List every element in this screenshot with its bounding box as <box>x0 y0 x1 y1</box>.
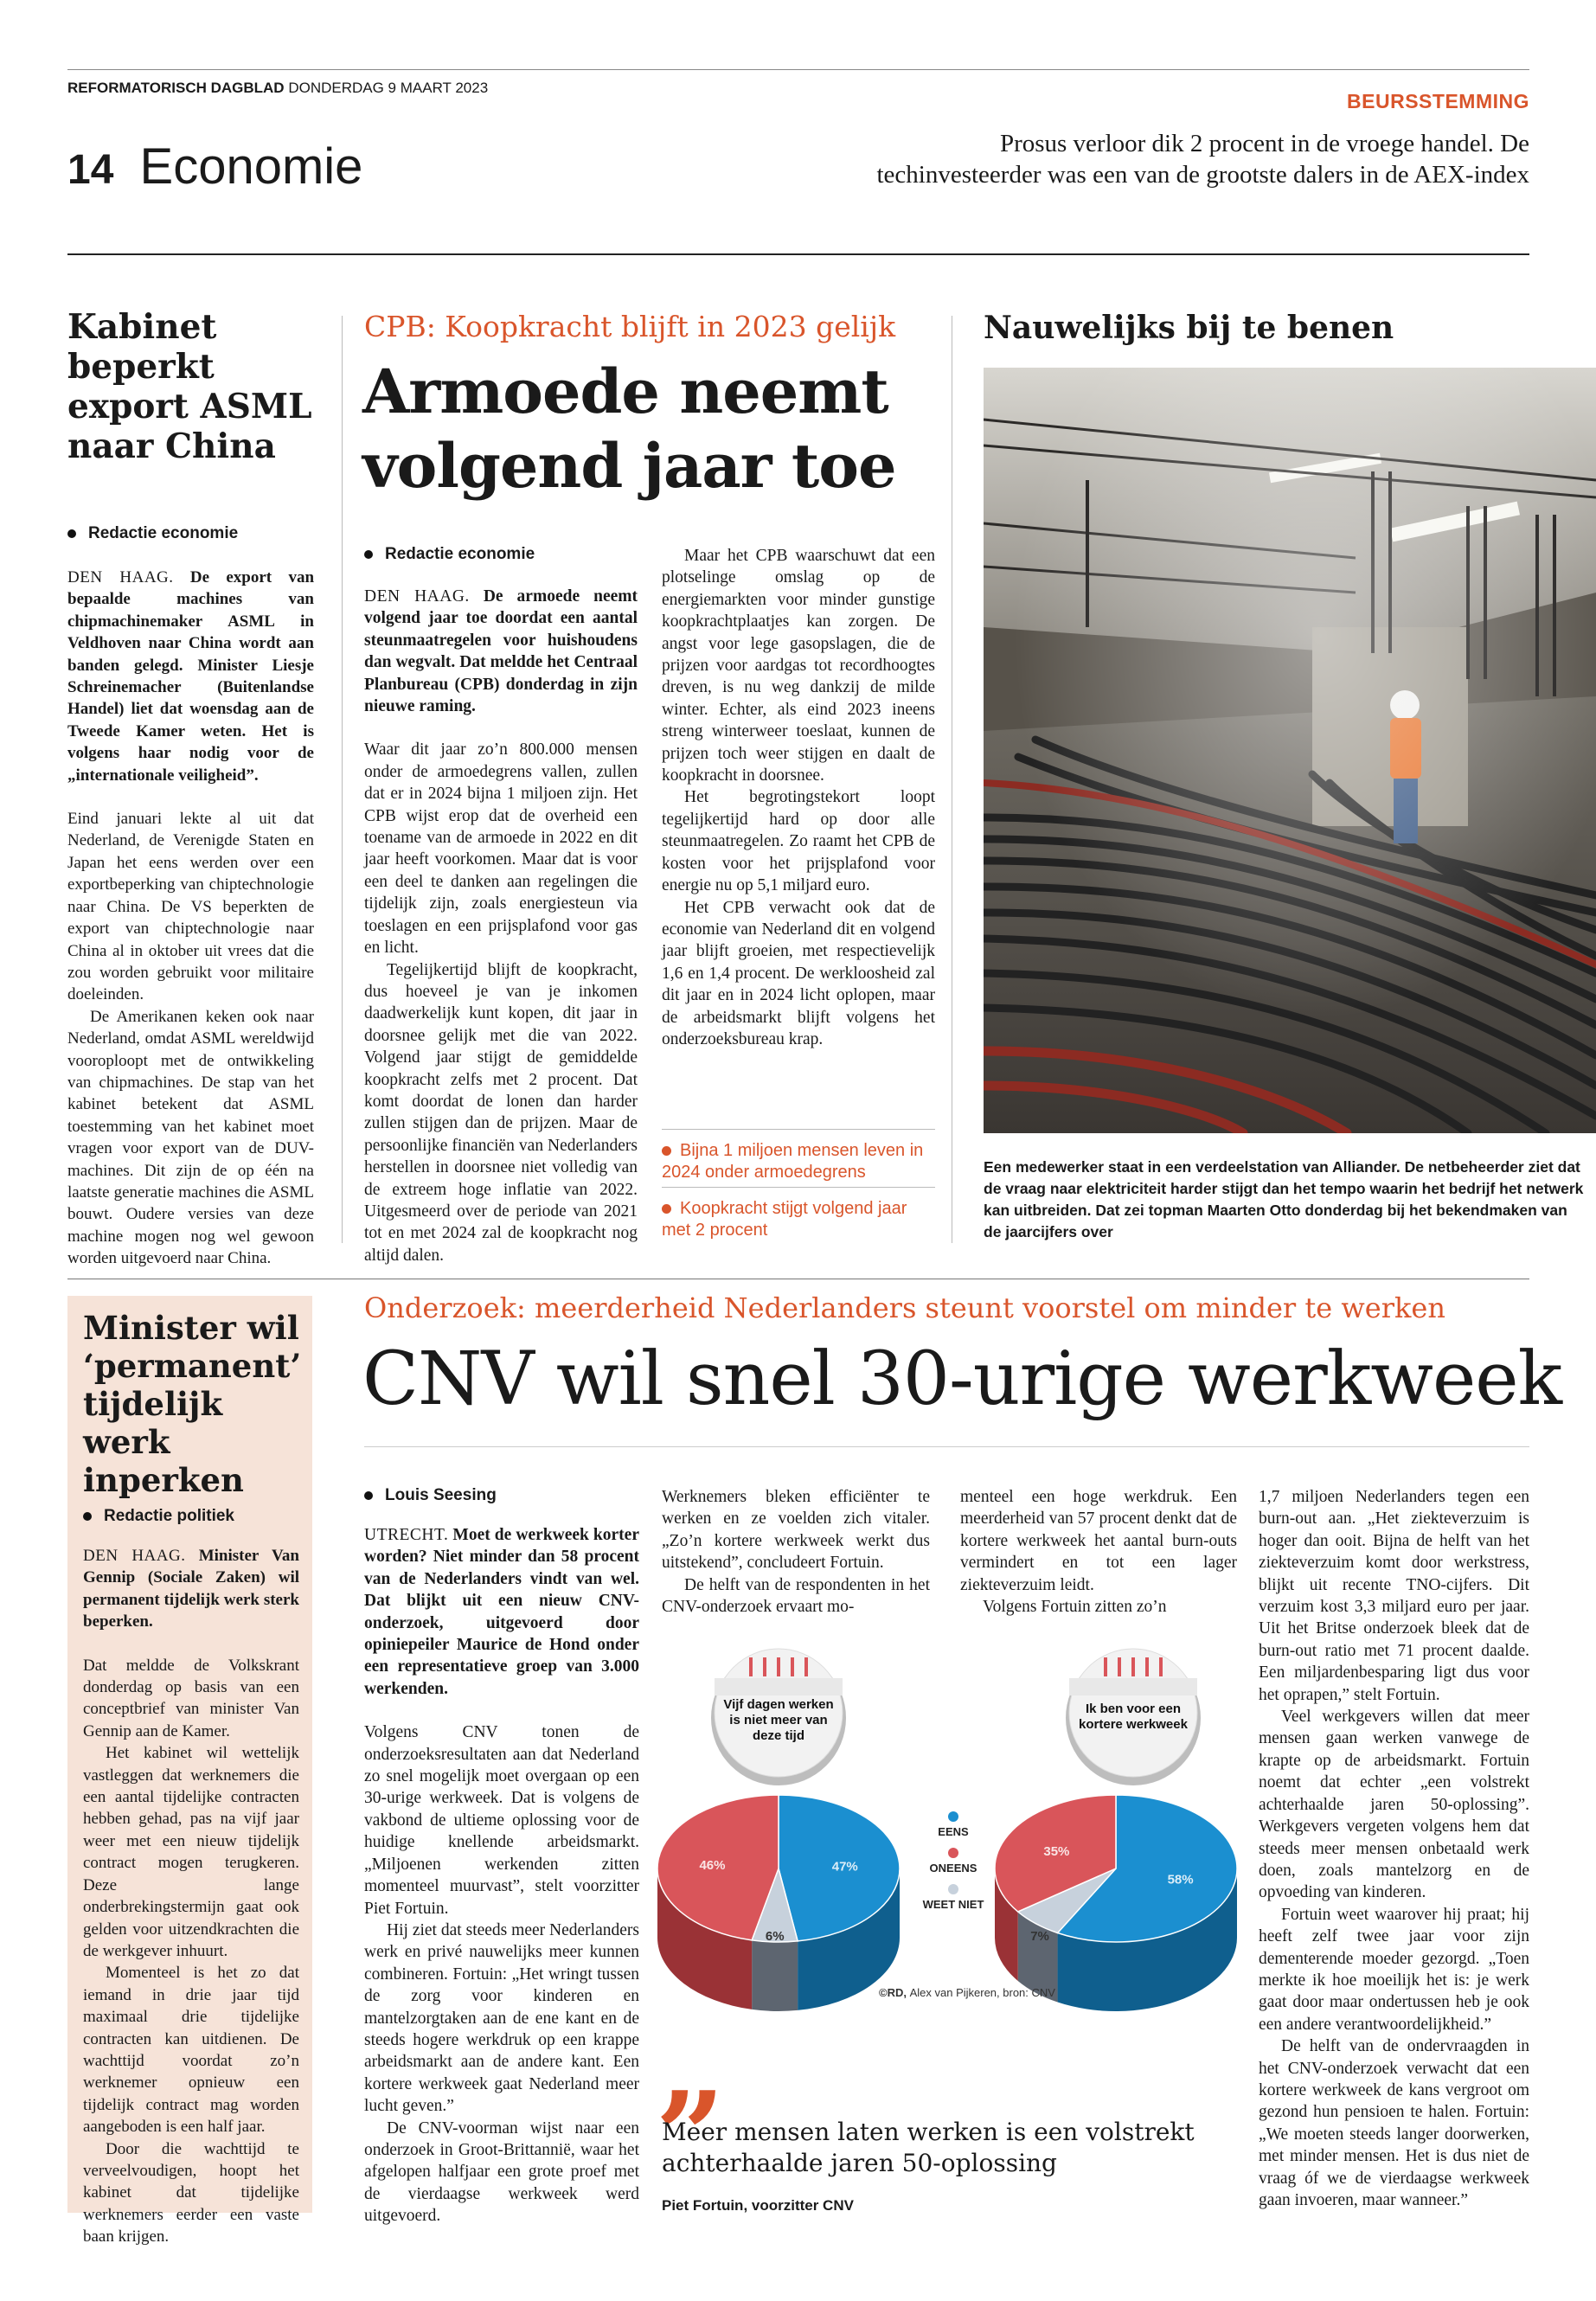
asml-paragraph: Eind januari lekte al uit dat Nederland, de Verenigde Staten en Japan het eens werden over een exportbeperking van chiptechnologie naar China. De VS beperkten de export van chiptechnologie naar China al in oktober uit vrees dat die zou worden gebruikt voor militaire doeleinden. <box>67 810 314 1004</box>
pie-slice-label: 7% <box>1030 1928 1049 1944</box>
cnv-headline: CNV wil snel 30-urige werkweek <box>362 1336 1562 1422</box>
cnv-paragraph: Veel werkgevers willen dat meer mensen gaan werken vanwege de krapte op de arbeidsmarkt. Fortuin noemt dat echter „een volstrekt achterhaalde jaren 50-oplossing”. Werkgevers vergeten volgens hem dat steeds meer mensen onbetaald werk doen, zoals mantelzorg en de opvoeding van kinderen. <box>1259 1708 1529 1902</box>
cnv-lead: Moet de werkweek korter worden? Niet minder dan 58 procent van de Nederlanders vindt van wel. Dat blijkt uit een nieuw CNV-onderzoek, uitgevoerd door opiniepeiler Maurice de Hond onder een representatieve groep van 3.000 werkenden. <box>364 1526 639 1698</box>
photo-headline: Nauwelijks bij te benen <box>984 310 1394 346</box>
armoede-headline-line-2: volgend jaar toe <box>362 430 896 502</box>
armoede-bullet-1 <box>662 1140 935 1183</box>
armoede-headline-line-1: Armoede neemt <box>362 356 888 427</box>
asml-paragraph: De Amerikanen keken ook naar Nederland, omdat ASML wereldwijd vooroploopt met de ontwikkeling van chipmachines. De stap van het kabinet betekent dat ASML toestemming van het kabinet moet vragen voor export van de DUV-machines. Dit zijn de op één na laatste generatie machines die ASML bouwt. Oudere versies van deze machine mogen nog wel gewoon worden uitgevoerd naar China. <box>67 1007 314 1268</box>
legend-label: EENS <box>938 1825 969 1838</box>
beurs-text <box>876 128 1529 190</box>
pie-slice-label: 58% <box>1167 1872 1194 1888</box>
cnv-headline-rule <box>364 1446 1529 1447</box>
cnv-paragraph: Volgens Fortuin zitten zo’n <box>983 1598 1167 1617</box>
minister-body <box>83 1545 299 2248</box>
asml-lead: De export van bepaalde machines van chipmachinemaker ASML in Veldhoven naar China wordt aan banden gelegd. Minister Liesje Schreinemacher (Buitenlandse Handel) liet dat woensdag aan de Tweede Kamer weten. Het is volgens haar nodig voor de „internationale veiligheid”. <box>67 568 315 785</box>
pie-slice-label: 47% <box>831 1859 858 1875</box>
minister-paragraph: Het kabinet wil wettelijk vastleggen dat werknemers die een aantal tijdelijke contracten hebben gehad, pas na vijf jaar weer met een nieuw tijdelijk contract mogen terugkeren. Deze lange onderbrekingstermijn gaat ook gelden voor uitzendkrachten die de werkgever inhuurt. <box>83 1744 299 1960</box>
pie-slice-label: 46% <box>699 1857 726 1873</box>
section-name: Economie <box>139 138 363 195</box>
section-heading <box>67 138 363 196</box>
pie-slice-side <box>752 1940 798 2011</box>
asml-dateline: DEN HAAG. <box>67 568 174 586</box>
pie-question-text: kortere werkweek <box>1079 1717 1188 1732</box>
substation-photo-image <box>984 368 1596 1133</box>
cnv-paragraph: De helft van de respondenten in het CNV-onderzoek ervaart mo- <box>662 1575 930 1617</box>
armoede-bullet-2 <box>662 1198 935 1241</box>
armoede-paragraph: Het CPB verwacht ook dat de economie van Nederland dit en volgend jaar blijft groeien, met respectievelijk 1,6 en 1,4 procent. De werkloosheid zal dit jaar en in 2024 licht oplopen, maar de arbeidsmarkt blijft volgens het onderzoeksbureau krap. <box>662 898 935 1048</box>
bubble-ring <box>763 1657 766 1676</box>
pie-slice-label: 35% <box>1043 1843 1070 1859</box>
armoede-lead: De armoede neemt volgend jaar toe doordat een aantal steunmaatregelen voor huishoudens dan wegvalt. Dat meldde het Centraal Planbureau (CPB) donderdag in zijn nieuwe raming. <box>364 587 638 716</box>
bubble-ring <box>804 1657 808 1676</box>
chart-credit-text: Alex van Pijkeren, bron: CNV <box>909 1986 1055 1999</box>
armoede-byline-text: Redactie economie <box>385 545 535 563</box>
pie-slice-label: 6% <box>765 1928 785 1944</box>
cnv-body-col-2 <box>662 1486 930 1618</box>
armoede-dateline: DEN HAAG. <box>364 587 470 606</box>
paper-date: DONDERDAG 9 MAART 2023 <box>288 80 489 96</box>
pie-question-text: Vijf dagen werken <box>723 1697 834 1712</box>
bubble-ring <box>777 1657 780 1676</box>
cnv-dateline: UTRECHT. <box>364 1526 449 1544</box>
beurs-text-line-1: Prosus verloor dik 2 procent in de vroege handel. De <box>999 130 1529 157</box>
asml-byline-text: Redactie economie <box>88 524 239 542</box>
armoede-byline <box>364 545 535 564</box>
bubble-ring <box>1104 1657 1107 1676</box>
armoede-body-col-1 <box>364 586 638 1266</box>
pie-question-text: is niet meer van <box>729 1713 828 1727</box>
paper-name: REFORMATORISCH DAGBLAD <box>67 80 285 96</box>
pull-quote: Meer mensen laten werken is een volstrekt achterhaalde jaren 50-oplossing <box>662 2118 1195 2177</box>
armoede-paragraph: Waar dit jaar zo’n 800.000 mensen onder de armoedegrens vallen, zullen dat er in 2024 bijna 1 miljoen zijn. Het CPB wijst erop dat de overheid een toename van de armoede in 2022 en dit jaar heeft voorkomen. Maar dat is voor een deel te danken aan regelingen die tijdelijk zijn, zoals energiesteun via toeslagen en een prijsplafond voor gas en licht. <box>364 740 638 958</box>
bubble-ring <box>1131 1657 1135 1676</box>
cnv-body-col-4 <box>1259 1486 1529 2211</box>
beurs-label: BEURSSTEMMING <box>1347 90 1529 112</box>
asml-body <box>67 567 314 1270</box>
minister-headline: Minister wil ‘permanent’ tijdelijk werk inperken <box>83 1309 302 1499</box>
armoede-paragraph: Het begrotingstekort loopt tegelijkertijd hard op door alle steunmaatregelen. Zo raamt het CPB de kosten voor het prijsplafond voor energie nu op 5,1 miljard euro. <box>662 788 935 895</box>
question-bubble-band <box>1069 1678 1197 1695</box>
byline-dot <box>67 529 76 538</box>
minister-byline <box>83 1507 234 1526</box>
asml-headline: Kabinet beperkt export ASML naar China <box>67 307 312 466</box>
question-bubble-band <box>715 1678 843 1695</box>
paper-date-line <box>67 80 488 97</box>
cnv-body-col-1 <box>364 1524 639 2227</box>
minister-lead: Minister Van Gennip (Sociale Zaken) wil permanent tijdelijk werk sterk beperken. <box>83 1547 299 1631</box>
photo-caption: Een medewerker staat in een verdeelstation van Alliander. De netbeheerder ziet dat de vraag naar elektriciteit harder stijgt dan het tempo waarin het bedrijf het netwerk kan uitbreiden. Dat zei topman Maarten Otto donderdag bij het bekendmaken van de jaarcijfers over <box>984 1158 1584 1240</box>
column-divider <box>342 316 343 1243</box>
cnv-chart-svg <box>657 1644 1254 2016</box>
legend-swatch <box>948 1884 958 1894</box>
bubble-ring <box>1159 1657 1163 1676</box>
legend-swatch <box>948 1848 958 1858</box>
chart-credit-bold: ©RD, <box>879 1986 910 1999</box>
quote-mark: „ <box>657 1997 727 2138</box>
asml-byline <box>67 524 238 543</box>
legend-label: ONEENS <box>929 1862 977 1875</box>
cnv-paragraph: 1,7 miljoen Nederlanders tegen een burn-out aan. „Het ziekteverzuim is hoger dan ooit. Bijna de helft van het ziekteverzuim komt door werkstress, blijkt uit recente TNO-cijfers. Dit verzuim kost 3,3 miljard euro per jaar. Uit het Britse onderzoek bleek dat de burn-out ratio met 71 procent daalde. Een miljardenbesparing ligt dus voor het oprapen,” stelt Fortuin. <box>1259 1488 1529 1704</box>
bubble-ring <box>1118 1657 1121 1676</box>
beurs-text-line-2: techinvesteerder was een van de grootste dalers in de AEX-index <box>876 161 1529 189</box>
cnv-paragraph: Fortuin weet waarover hij praat; hij heeft zelf twee jaar voor zijn dementerende moeder gezorgd. „Toen merkte ik hoe moeilijk het is: je werk gaat door maar ondertussen heb je ook een andere verantwoordelijkheid.” <box>1259 1905 1529 2034</box>
cnv-paragraph: De CNV-voorman wijst naar een onderzoek in Groot-Brittannië, waar het afgelopen halfjaar een grote proef met de vierdaagse werkweek werd uitgevoerd. <box>364 2118 639 2226</box>
bullet-rule <box>662 1187 935 1188</box>
pie-question-text: Ik ben voor een <box>1085 1702 1182 1716</box>
cnv-paragraph: Hij ziet dat steeds meer Nederlanders werk en privé nauwelijks meer kunnen combineren. Fortuin: „Het wringt tussen de zorg voor kinderen en mantelzorgtaken aan de ene kant en de steeds hogere werkdruk op een krappe arbeidsmarkt aan de andere kant. Een kortere werkweek gaat Nederland meer lucht geven.” <box>364 1920 639 2116</box>
bubble-ring <box>1145 1657 1149 1676</box>
cnv-body-col-3 <box>960 1486 1237 1618</box>
minister-byline-text: Redactie politiek <box>104 1507 234 1525</box>
armoede-paragraph: Tegelijkertijd blijft de koopkracht, dus hoeveel je van je inkomen daadwerkelijk kunt kopen, dit jaar in doorsnee gelijk met die van 2022. Volgend jaar stijgt de gemiddelde koopkracht zelfs met 2 procent. Dat komt doordat de lonen dan harder zullen stijgen dan de prijzen. Maar de persoonlijke financiën van Nederlanders herstellen in doorsnee niet volledig van de extreem hoge inflatie van 2022. Uitgesmeerd over de periode van 2021 tot en met 2024 zal de koopkracht nog altijd dalen. <box>364 960 638 1265</box>
armoede-headline <box>362 355 896 503</box>
bullet-dot <box>662 1146 671 1156</box>
byline-dot <box>83 1512 92 1521</box>
cnv-paragraph: Volgens CNV tonen de onderzoeksresultaten aan dat Nederland zo snel mogelijk moet overgaan op een 30-urige werkweek. Dat is volgens de vakbond de ultieme oplossing voor de huidige knellende arbeidsmarkt. „Miljoenen werkenden zitten momenteel muurvast”, stelt voorzitter Piet Fortuin. <box>364 1723 639 1918</box>
top-rule <box>67 69 1529 70</box>
minister-dateline: DEN HAAG. <box>83 1547 186 1565</box>
cnv-paragraph: De helft van de ondervraagden in het CNV-onderzoek verwacht dat een kortere werkweek de kans vergroot om gezond hun pensioen te halen. Fortuin: „We moeten steeds langer doorwerken, met minder mensen. Het is dus niet de vraag óf we de vierdaagse werkweek gaan invoeren, maar wanneer.” <box>1259 2037 1529 2209</box>
page-number: 14 <box>67 147 114 193</box>
armoede-bullet-1-text: Bijna 1 miljoen mensen leven in 2024 onder armoedegrens <box>662 1141 924 1182</box>
quote-author: Piet Fortuin, voorzitter CNV <box>662 2197 854 2214</box>
cnv-kicker: Onderzoek: meerderheid Nederlanders steunt voorstel om minder te werken <box>364 1292 1445 1324</box>
legend-label: WEET NIET <box>922 1898 984 1911</box>
armoede-paragraph: Maar het CPB waarschuwt dat een plotselinge omslag op de energiemarkten voor minder gunstige koopkrachtplaatjes kan zorgen. De angst voor lege gasopslagen, die de prijzen voor aardgas tot recordhoogtes dreven, is nu weg dankzij de milde winter. Echter, als eind 2023 ineens streng winterweer toeslaat, kunnen de prijzen toch weer stijgen en daalt de koopkracht in doorsnee. <box>662 547 935 785</box>
armoede-body-col-2 <box>662 545 935 1050</box>
chart-credit <box>879 1986 1055 1999</box>
cnv-paragraph: Werknemers bleken efficiënter te werken en ze voelden zich vitaler. „Zo’n kortere werkweek werkt dus uitstekend”, concludeert Fortuin. <box>662 1488 930 1573</box>
bubble-ring <box>749 1657 753 1676</box>
masthead-rule <box>67 253 1529 255</box>
cnv-chart <box>657 1644 1254 2016</box>
byline-dot <box>364 1491 373 1500</box>
minister-paragraph: Dat meldde de Volkskrant donderdag op basis van een conceptbrief van minister Van Gennip aan de Kamer. <box>83 1656 299 1740</box>
cnv-paragraph: menteel een hoge werkdruk. Een meerderheid van 57 procent denkt dat de kortere werkweek het aantal burn-outs vermindert en tot een lager ziekteverzuim leidt. <box>960 1488 1237 1594</box>
bullet-rule <box>662 1129 935 1130</box>
minister-paragraph: Momenteel is het zo dat iemand in drie jaar tijd maximaal drie tijdelijke contracten kan uitdienen. De wachttijd voordat zo’n werknemer opnieuw een tijdelijk contract mag worden aangeboden is een half jaar. <box>83 1964 299 2137</box>
minister-paragraph: Door die wachttijd te verveelvoudigen, hoopt het kabinet dat tijdelijke werknemers eerder een vaste baan krijgen. <box>83 2139 299 2247</box>
bullet-dot <box>662 1204 671 1214</box>
cnv-byline <box>364 1486 497 1505</box>
legend-swatch <box>948 1811 958 1822</box>
cnv-byline-text: Louis Seesing <box>385 1486 497 1504</box>
bubble-ring <box>791 1657 794 1676</box>
pie-question-text: deze tijd <box>752 1728 805 1743</box>
armoede-bullet-2-text: Koopkracht stijgt volgend jaar met 2 procent <box>662 1199 907 1240</box>
byline-dot <box>364 550 373 559</box>
armoede-kicker: CPB: Koopkracht blijft in 2023 gelijk <box>364 310 896 343</box>
substation-photo <box>984 368 1596 1133</box>
